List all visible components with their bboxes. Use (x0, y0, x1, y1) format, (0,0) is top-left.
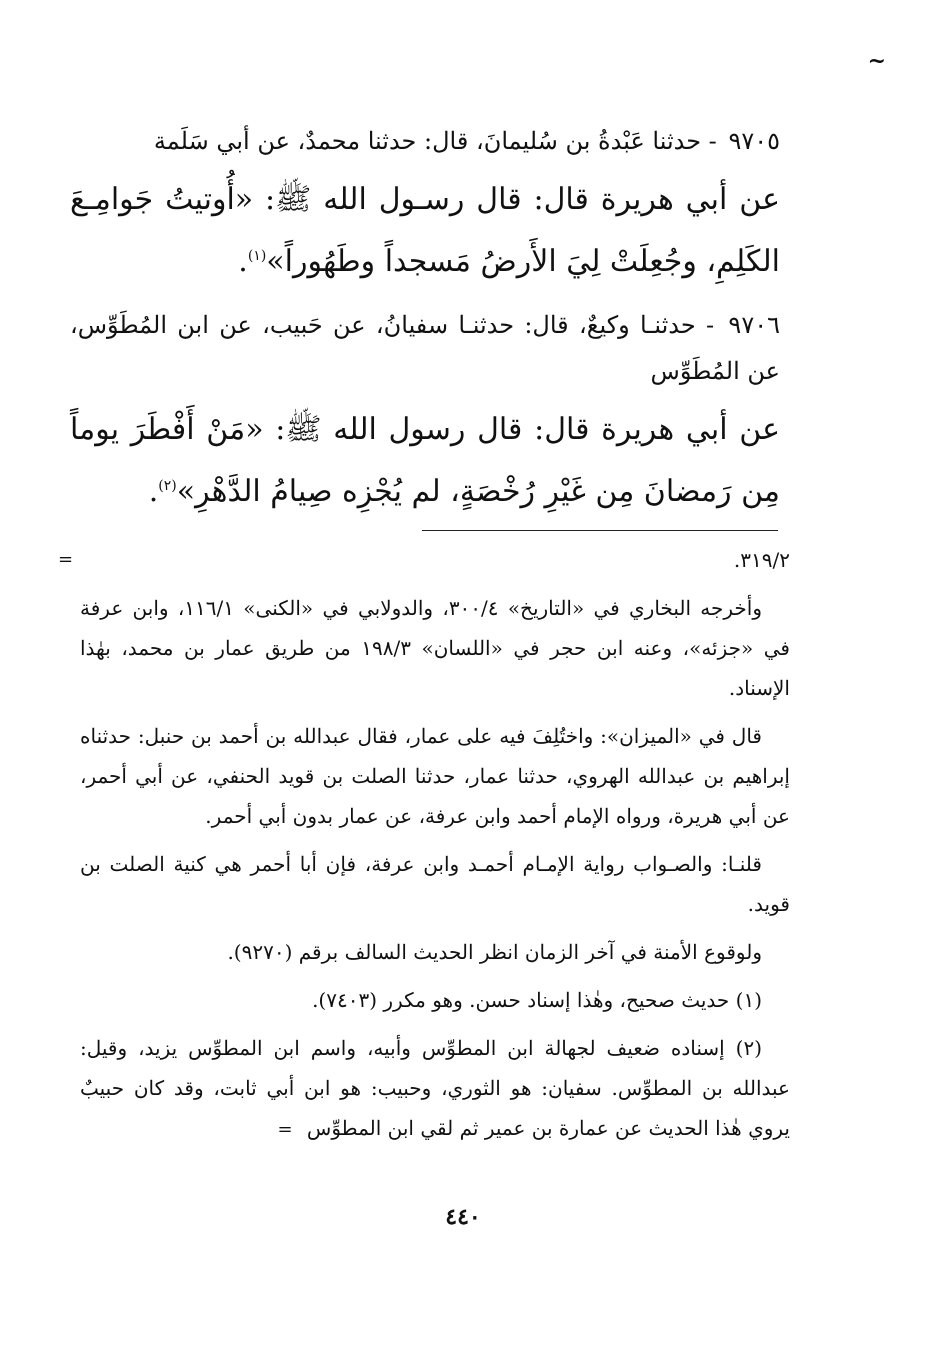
hadith-9706-isnad (70, 302, 780, 394)
footnote-paragraph: وأخرجه البخاري في «التاريخ» ٣٠٠/٤، والدولابي في «الكنى» ١١٦/١، وابن عرفة في «جزئه»، وعنه ابن حجر في «اللسان» ١٩٨/٣ من طريق عمار بن محمد، بهٰذا الإسناد. (80, 596, 790, 700)
continuation-text: ٣١٩/٢. (733, 548, 790, 572)
footnote-paragraph: قال في «الميزان»: واختُلِفَ فيه على عمار، فقال عبدالله بن أحمد بن حنبل: حدثناه إبراهيم بن عبدالله الهروي، حدثنا عمار، حدثنا الصلت بن قويد الحنفي، عن أبي أحمر، عن أبي هريرة، ورواه الإمام أحمد وابن عرفة، عن عمار بدون أبي أحمر. (80, 724, 790, 828)
footnote-ref: (٢) (158, 478, 177, 494)
hadith-9705-matn (70, 172, 780, 290)
isnad-text: - حدثنـا وكيعٌ، قال: حدثنـا سفيانُ، عن حَبيب، عن ابن المُطَوِّس، عن المُطَوِّس (70, 311, 780, 385)
main-text (70, 118, 780, 532)
footnote-2 (80, 1028, 790, 1150)
footnote-paragraph: ولوقوع الأمنة في آخر الزمان انظر الحديث السالف برقم (٩٢٧٠). (227, 940, 762, 964)
footnote-ref: (١) (247, 248, 267, 264)
isnad-text: - حدثنا عَبْدةُ بن سُليمانَ، قال: حدثنا محمدٌ، عن أبي سَلَمة (153, 127, 717, 155)
footnote-paragraph: قلنـا: والصـواب رواية الإمـام أحمـد وابن عرفة، فإن أبا أحمر هي كنية الصلت بن قويد. (80, 852, 790, 916)
matn-text: عن أبي هريرة قال: قال رسول الله ﷺ: «مَنْ أَفْطَرَ يوماً مِن رَمضانَ مِن غَيْرِ رُخْصَةٍ، لم يُجْزِه صِيامُ الدَّهْرِ» (70, 412, 780, 509)
footnotes (58, 540, 790, 1158)
corner-mark: ~ (867, 48, 886, 74)
continuation-mark: = (58, 549, 74, 570)
hadith-number: ٩٧٠٦ (728, 311, 780, 339)
continues-mark: = (277, 1119, 293, 1140)
footnote-2-text: (٢) إسناده ضعيف لجهالة ابن المطوِّس وأبيه، واسم ابن المطوِّس يزيد، وقيل: عبدالله بن المطوِّس. سفيان: هو الثوري، وحبيب: هو ابن أبي ثابت، وقد كان حبيبٌ يروي هٰذا الحديث عن عمارة بن عمير ثم لقي ابن المطوِّس (80, 1036, 790, 1140)
matn-text: عن أبي هريرة قال: قال رسـول الله ﷺ: «أُوتيتُ جَوامِـعَ الكَلِمِ، وجُعِلَتْ لِيَ الأَرضُ مَسجداً وطَهُوراً» (70, 182, 780, 279)
hadith-9705-isnad (70, 118, 780, 164)
footnote-1: (١) حديث صحيح، وهٰذا إسناد حسن. وهو مكرر (٧٤٠٣). (312, 988, 762, 1012)
matn-end: . (148, 474, 159, 509)
footnote-divider (422, 530, 778, 531)
footnote-continuation (58, 540, 790, 580)
matn-end: . (238, 244, 248, 279)
page-number: ٤٤٠ (445, 1204, 481, 1230)
hadith-9706-matn (70, 402, 780, 520)
hadith-number: ٩٧٠٥ (728, 127, 780, 155)
